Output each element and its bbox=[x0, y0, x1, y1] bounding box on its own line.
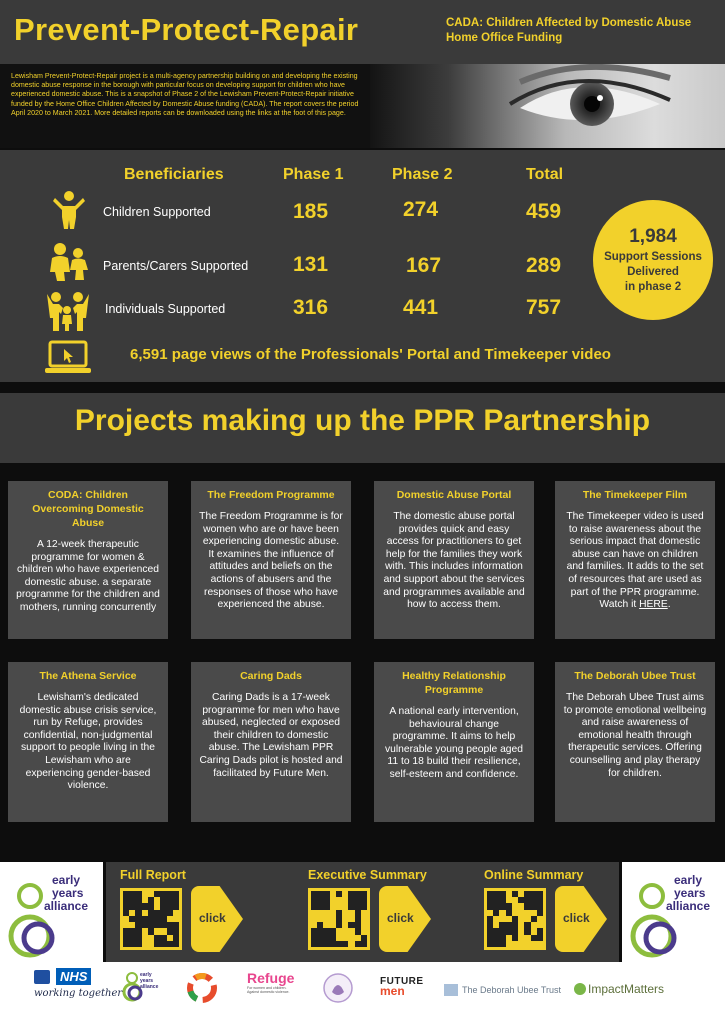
executive-summary-click-button[interactable] bbox=[379, 886, 431, 952]
logo-word-alliance: alliance bbox=[666, 899, 711, 913]
logo-word-alliance: alliance bbox=[44, 899, 89, 913]
refuge-wordmark: Refuge bbox=[247, 970, 295, 986]
card-body: The domestic abuse portal provides quick and easy access for practitioners to get help for the families they work with. This includes information and support about the services and programmes available and how to access them. bbox=[383, 511, 525, 611]
online-summary-label: Online Summary bbox=[484, 868, 584, 882]
future-men-logo bbox=[380, 976, 424, 998]
eye-photo bbox=[370, 64, 725, 148]
early-years-small-logo bbox=[122, 970, 164, 1005]
individuals-phase1: 316 bbox=[293, 296, 329, 319]
full-report-qr[interactable] bbox=[120, 888, 182, 950]
project-card-healthy-relationship bbox=[374, 662, 534, 822]
project-card-timekeeper bbox=[555, 481, 715, 639]
project-card-athena bbox=[8, 662, 168, 822]
row-label-individuals: Individuals Supported bbox=[105, 302, 226, 316]
card-title: The Athena Service bbox=[39, 670, 137, 682]
click-label: click bbox=[387, 911, 414, 925]
children-phase2: 274 bbox=[403, 198, 439, 221]
card-body-end: . bbox=[667, 599, 671, 611]
laptop-icon bbox=[44, 340, 92, 381]
children-phase1: 185 bbox=[293, 200, 329, 223]
card-body: The Freedom Programme is for women who are or have been experiencing domestic abuse. It examines the influence of attitudes and beliefs on the actions of abusers and the responses of those who have experienced the abuse. bbox=[199, 511, 343, 611]
lewisham-ring-logo bbox=[185, 971, 219, 1008]
crown-icon bbox=[34, 970, 50, 984]
card-body: Caring Dads is a 17-week programme for men who have abused, neglected or exposed their children to domestic abuse. The Lewisham PPR Caring Dads pilot is hosted and facilitated by Future Men. bbox=[199, 692, 343, 779]
nhs-wordmark: NHS bbox=[56, 968, 91, 985]
nhs-tagline: working together bbox=[34, 988, 123, 999]
funding-line-2: Home Office Funding bbox=[446, 32, 563, 44]
row-label-parents: Parents/Carers Supported bbox=[103, 259, 249, 273]
project-card-deborah-ubee bbox=[555, 662, 715, 822]
full-report-label: Full Report bbox=[120, 868, 186, 882]
parents-total: 289 bbox=[526, 254, 562, 277]
header-beneficiaries: Beneficiaries bbox=[124, 166, 224, 183]
projects-title: Projects making up the PPR Partnership bbox=[74, 404, 651, 437]
deborah-ubee-trust-logo bbox=[444, 984, 561, 996]
project-card-coda bbox=[8, 481, 168, 639]
children-total: 459 bbox=[526, 200, 562, 223]
qr-module bbox=[173, 941, 179, 947]
deborah-crest-logo bbox=[322, 972, 354, 1007]
card-body: Lewisham's dedicated domestic abuse crisis service, run by Refuge, provides confidential, non-judgmental support to people living in the Lewisham who are experiencing gender-based violence. bbox=[19, 692, 157, 792]
sessions-number: 1,984 bbox=[629, 225, 677, 247]
deborah-mark-icon bbox=[444, 984, 458, 996]
sessions-label bbox=[604, 250, 702, 295]
funding-line-1: CADA: Children Affected by Domestic Abuse bbox=[446, 17, 692, 29]
executive-summary-qr[interactable] bbox=[308, 888, 370, 950]
full-report-click-button[interactable] bbox=[191, 886, 243, 952]
card-title: The Freedom Programme bbox=[207, 489, 335, 501]
early-years-logo-left bbox=[0, 862, 103, 962]
future-men-line2: men bbox=[380, 984, 405, 998]
qr-module bbox=[361, 941, 367, 947]
parent-child-icon bbox=[48, 242, 90, 287]
card-title: CODA: Children Overcoming Domestic Abuse bbox=[32, 489, 144, 529]
impact-matters-text: ImpactMatters bbox=[588, 982, 665, 996]
card-body-text: The Timekeeper video is used to raise awareness about the serious impact that domestic abuse can have on children and families. It adds to the set of resources that are used as part of the PPR programme. Watch it bbox=[566, 511, 704, 611]
card-body bbox=[563, 511, 707, 612]
refuge-tagline: For women and children. Against domestic violence. bbox=[247, 986, 290, 995]
timekeeper-watch-link[interactable]: HERE bbox=[639, 599, 668, 611]
early-years-small-text: early years alliance bbox=[140, 972, 159, 990]
sessions-badge bbox=[593, 200, 713, 320]
row-label-children: Children Supported bbox=[103, 205, 211, 219]
funding-info bbox=[446, 16, 691, 46]
online-summary-click-button[interactable] bbox=[555, 886, 607, 952]
refuge-logo bbox=[247, 970, 294, 994]
deborah-ubee-text: The Deborah Ubee Trust bbox=[462, 985, 562, 995]
logo-word-years: years bbox=[674, 886, 706, 900]
nhs-logo bbox=[34, 968, 122, 999]
card-body: The Deborah Ubee Trust aims to promote emotional wellbeing and raise awareness of emotional health through therapeutic services. Offering counselling and play therapy for children. bbox=[563, 692, 707, 779]
page-title: Prevent-Protect-Repair bbox=[14, 12, 359, 47]
click-label: click bbox=[563, 911, 590, 925]
portal-views-text: 6,591 page views of the Professionals' Portal and Timekeeper video bbox=[130, 346, 611, 363]
sessions-line-3: in phase 2 bbox=[624, 280, 682, 293]
early-years-logo-right bbox=[622, 862, 725, 962]
card-title: Caring Dads bbox=[240, 670, 302, 682]
logo-word-early: early bbox=[52, 873, 81, 887]
card-title: The Deborah Ubee Trust bbox=[574, 670, 696, 682]
parents-phase1: 131 bbox=[293, 253, 329, 276]
qr-module bbox=[537, 941, 543, 947]
family-icon bbox=[45, 290, 91, 337]
card-title: Domestic Abuse Portal bbox=[396, 489, 512, 501]
individuals-phase2: 441 bbox=[403, 296, 439, 319]
header-phase2: Phase 2 bbox=[392, 166, 453, 183]
card-body: A 12-week therapeutic programme for women & children who have experienced domestic abuse. a separate programme for the children and mothers, running concurrently bbox=[16, 539, 160, 613]
sessions-line-1: Support Sessions bbox=[604, 250, 702, 263]
header-total: Total bbox=[526, 166, 564, 183]
card-title: The Timekeeper Film bbox=[582, 489, 688, 501]
online-summary-qr[interactable] bbox=[484, 888, 546, 950]
individuals-total: 757 bbox=[526, 296, 562, 319]
impact-dot-icon bbox=[574, 983, 586, 995]
child-icon bbox=[52, 190, 86, 235]
click-label: click bbox=[199, 911, 226, 925]
card-title: Healthy Relationship Programme bbox=[402, 670, 506, 696]
parents-phase2: 167 bbox=[406, 254, 442, 277]
sessions-line-2: Delivered bbox=[627, 265, 679, 278]
logo-word-early: early bbox=[674, 873, 703, 887]
project-card-portal bbox=[374, 481, 534, 639]
header-phase1: Phase 1 bbox=[283, 166, 344, 183]
executive-summary-label: Executive Summary bbox=[308, 868, 427, 882]
future-men-line1: FUTURE bbox=[380, 976, 424, 987]
intro-text: Lewisham Prevent-Protect-Repair project is a multi-agency partnership building on and developing the existing domestic abuse response in the borough with particular focus on developing support for children who have experienced domestic abuse. This is a snapshot of Phase 2 of the Lewisham Prevent-Protect-Repair initiative funded by the Home Office Children Affected by Domestic Abuse funding (CADA). The report covers the period April 2020 to March 2021. More detailed reports can be downloaded using the links at the foot of this page. bbox=[11, 72, 359, 117]
project-card-freedom bbox=[191, 481, 351, 639]
impact-matters-logo bbox=[574, 982, 664, 996]
logo-word-years: years bbox=[52, 886, 84, 900]
project-card-caring-dads bbox=[191, 662, 351, 822]
card-body: A national early intervention, behavioural change programme. It aims to help vulnerable young people aged 11 to 18 build their resilience, self-esteem and confidence. bbox=[385, 706, 523, 780]
